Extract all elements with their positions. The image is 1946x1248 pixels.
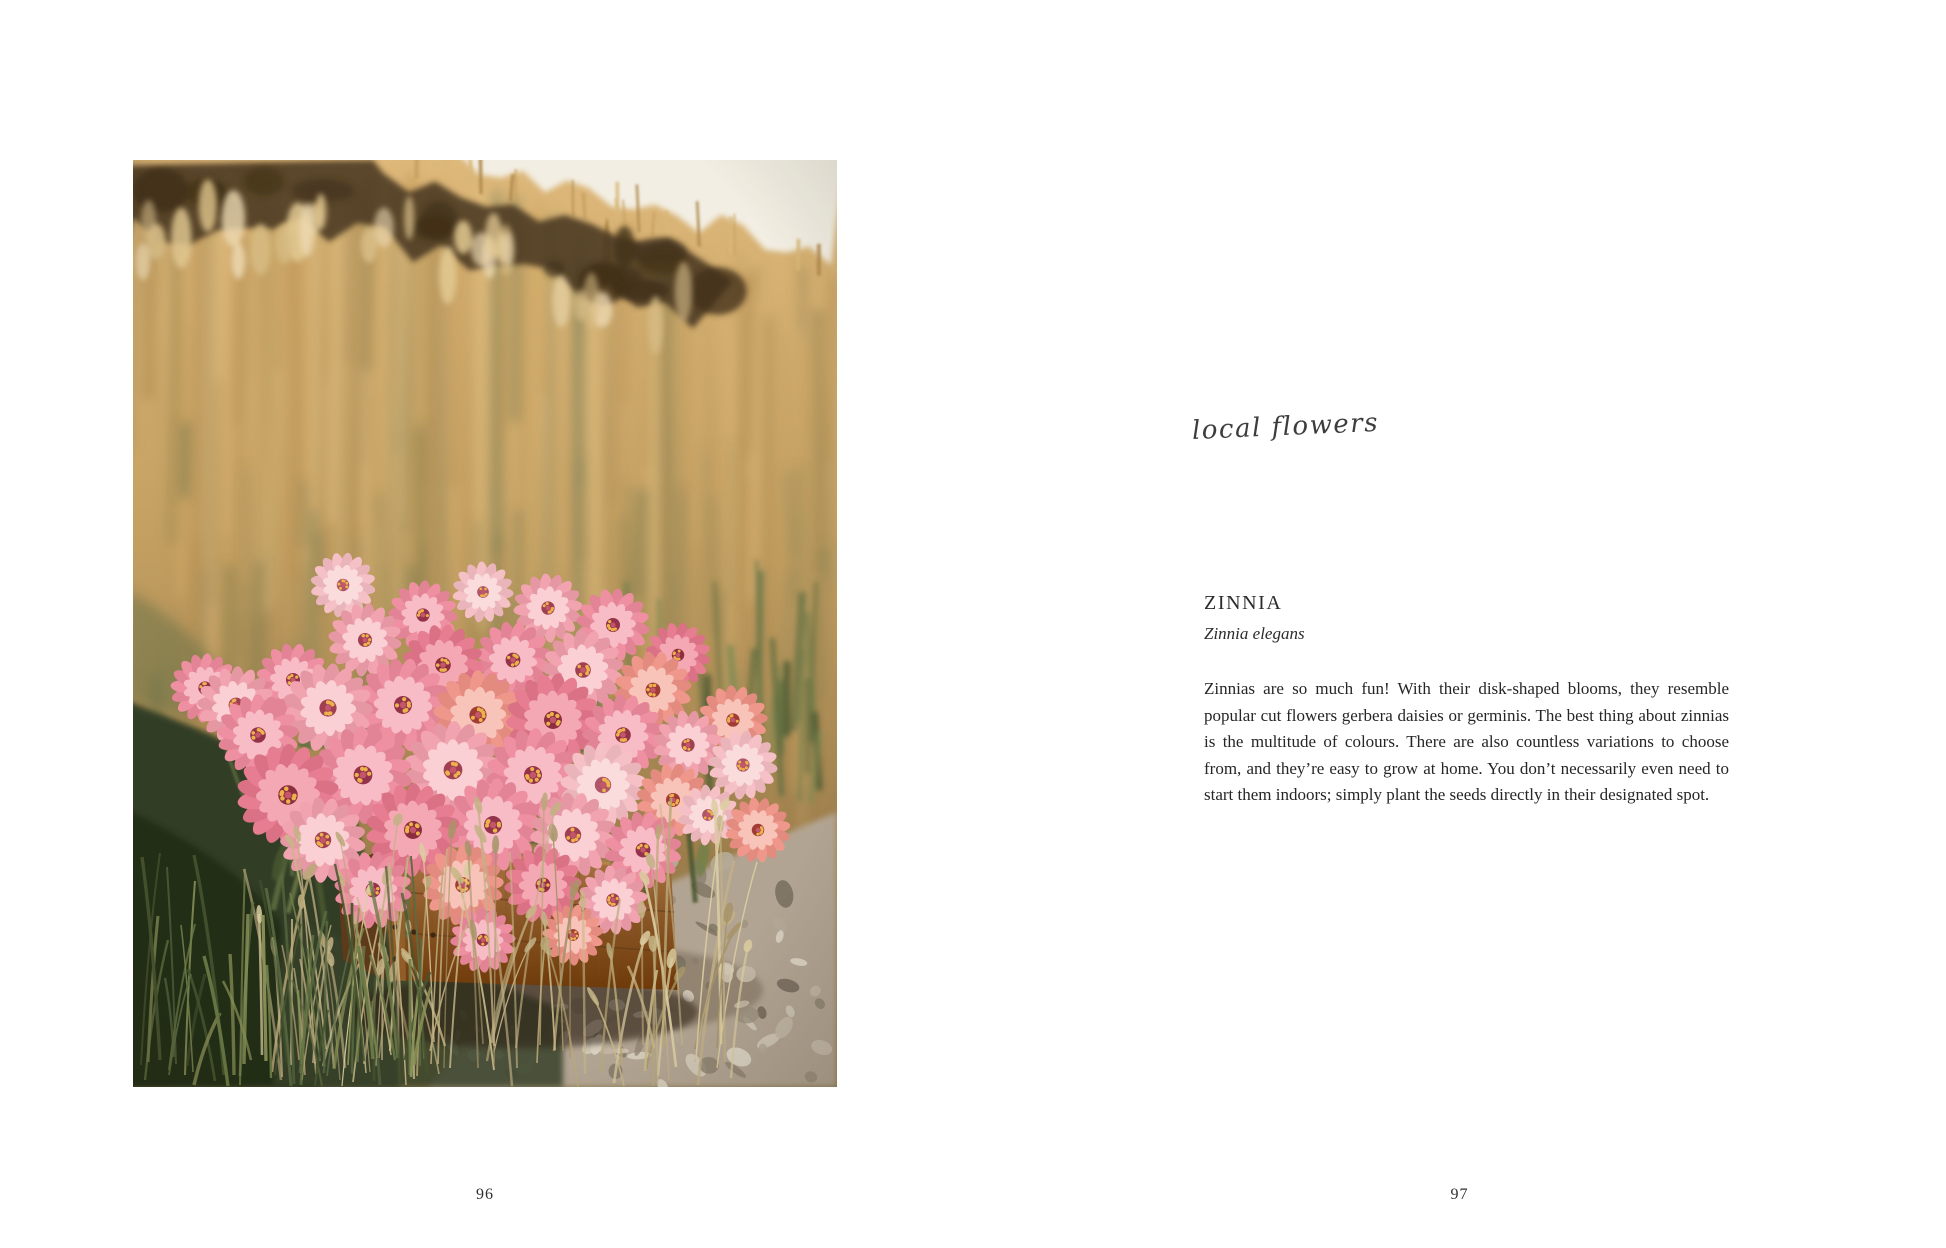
- zinnia-photo: [133, 160, 837, 1087]
- right-page: [973, 0, 1946, 1248]
- entry-title: ZINNIA: [1204, 592, 1283, 614]
- chapter-script-heading: local flowers: [1191, 407, 1380, 446]
- entry-latin-name: Zinnia elegans: [1204, 624, 1305, 643]
- entry-body-text: Zinnias are so much fun! With their disk-shaped blooms, they resemble popular cut flowers gerbera daisies or germinis. The best thing about zinnias is the multitude of colours. There are also countless variations to choose from, and they’re easy to grow at home. You don’t necessarily even need to start them indoors; simply plant the seeds directly in their designated spot.: [1204, 679, 1729, 804]
- zinnia-photo-illustration: [133, 160, 837, 1087]
- flower-entry: [1204, 592, 1729, 809]
- page-number-right: 97: [1450, 1186, 1469, 1203]
- page-number-left: 96: [476, 1186, 494, 1203]
